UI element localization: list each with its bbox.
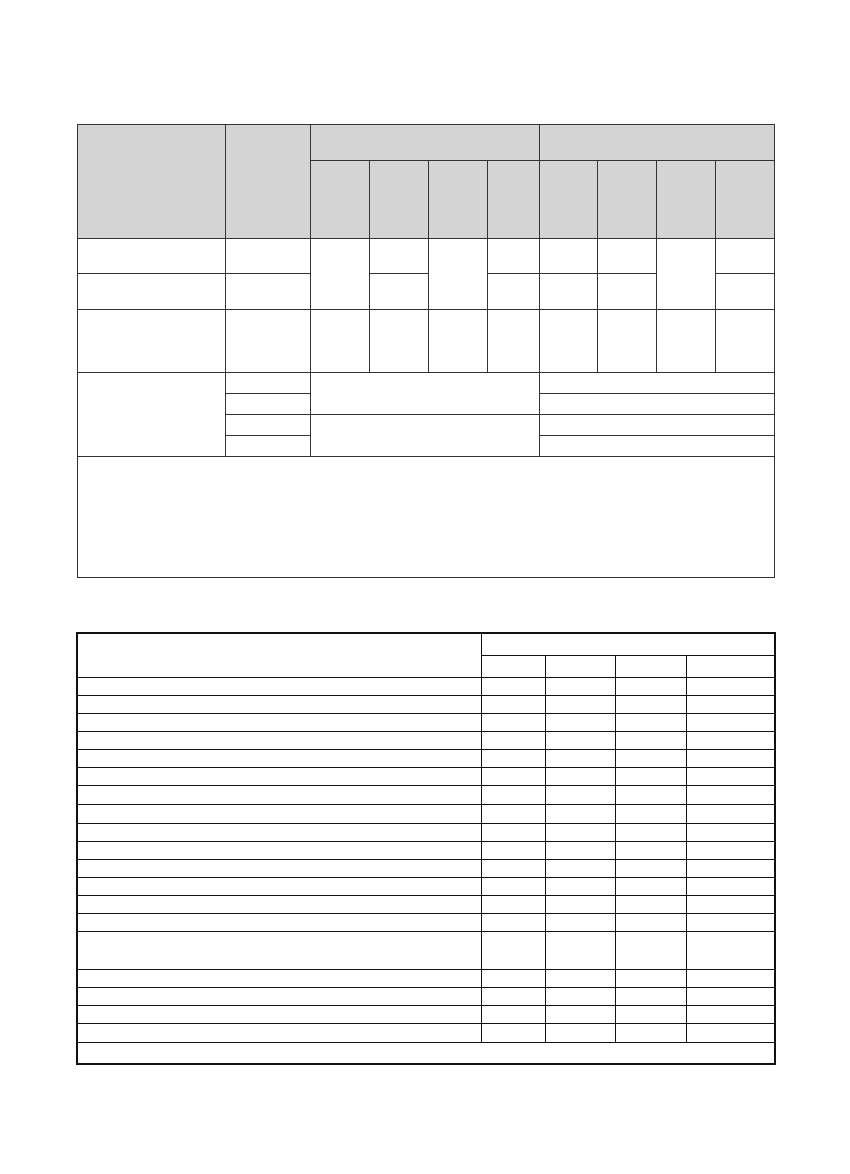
row-label-cell [77,767,481,785]
row-value-cell [615,731,686,749]
value-cell [598,239,657,274]
row-value-cell [481,731,545,749]
row-label-cell [77,913,481,931]
row-label-cell [77,859,481,877]
row-value-cell [615,877,686,895]
value-cell [370,274,429,310]
row-value-cell [545,823,615,841]
value-cell [540,310,598,373]
table-row [77,713,775,731]
value-cell [657,310,716,373]
row-unit-cell [226,373,311,394]
table-row [77,731,775,749]
row-value-cell [545,804,615,823]
span-cell [540,415,775,436]
row-value-cell [686,1005,775,1023]
row-value-cell [481,695,545,713]
list-header-sub [686,655,775,677]
header-sub-cell [429,161,488,239]
row-value-cell [481,767,545,785]
row-label-cell [78,239,226,274]
header-cell-item [78,125,226,239]
row-value-cell [481,1023,545,1042]
row-value-cell [686,695,775,713]
row-value-cell [615,785,686,804]
row-value-cell [545,785,615,804]
row-value-cell [481,841,545,859]
value-cell [488,239,540,274]
table-row [77,877,775,895]
row-value-cell [545,731,615,749]
row-label-cell [77,895,481,913]
row-value-cell [615,931,686,969]
value-cell [429,310,488,373]
value-cell [370,310,429,373]
row-value-cell [545,969,615,987]
row-unit-cell [226,415,311,436]
row-label-cell [77,804,481,823]
value-cell [488,274,540,310]
row-value-cell [545,767,615,785]
merged-label-cell [78,373,226,457]
row-value-cell [686,749,775,767]
row-value-cell [686,713,775,731]
row-value-cell [545,1005,615,1023]
header-cell-unit [226,125,311,239]
table-row [77,785,775,804]
table-row [77,677,775,695]
row-value-cell [686,859,775,877]
row-value-cell [481,969,545,987]
row-unit-cell [226,274,311,310]
value-cell [370,239,429,274]
table-row [77,913,775,931]
span-cell [540,394,775,415]
list-header-group [481,633,775,655]
row-value-cell [481,877,545,895]
header-group-b [540,125,775,161]
table-row [77,987,775,1005]
row-value-cell [686,677,775,695]
row-value-cell [615,713,686,731]
row-unit-cell [226,310,311,373]
row-value-cell [545,1023,615,1042]
row-value-cell [615,841,686,859]
row-value-cell [686,877,775,895]
row-value-cell [481,913,545,931]
row-label-cell [77,749,481,767]
list-header-sub [481,655,545,677]
row-value-cell [481,804,545,823]
list-body [77,677,775,1042]
value-cell [598,274,657,310]
table-row [77,749,775,767]
header-sub-cell [598,161,657,239]
row-value-cell [686,969,775,987]
header-sub-cell [311,161,370,239]
header-sub-cell [540,161,598,239]
table-row [77,931,775,969]
value-cell [540,274,598,310]
row-value-cell [481,1005,545,1023]
row-value-cell [481,895,545,913]
table-row [77,695,775,713]
table-row [77,767,775,785]
row-label-cell [77,1005,481,1023]
row-value-cell [615,987,686,1005]
merged-value-cell [657,239,716,310]
span-cell [540,436,775,457]
row-value-cell [615,1023,686,1042]
row-value-cell [545,713,615,731]
value-cell [716,239,775,274]
header-sub-cell [657,161,716,239]
table-row [77,895,775,913]
merged-value-cell [311,239,370,310]
row-label-cell [77,785,481,804]
row-value-cell [615,677,686,695]
row-value-cell [615,859,686,877]
note-cell [78,457,775,578]
row-label-cell [78,274,226,310]
row-value-cell [481,987,545,1005]
row-unit-cell [226,239,311,274]
row-value-cell [686,841,775,859]
row-label-cell [77,677,481,695]
list-footer-cell [77,1042,775,1064]
row-value-cell [686,1023,775,1042]
row-value-cell [545,695,615,713]
table-row [77,1005,775,1023]
value-cell [598,310,657,373]
row-value-cell [481,823,545,841]
row-unit-cell [226,436,311,457]
header-sub-cell [370,161,429,239]
row-value-cell [545,841,615,859]
row-label-cell [77,931,481,969]
row-value-cell [545,895,615,913]
table-row [77,804,775,823]
row-value-cell [615,913,686,931]
row-value-cell [615,804,686,823]
row-value-cell [686,895,775,913]
row-value-cell [686,913,775,931]
list-header-sub [615,655,686,677]
value-cell [716,274,775,310]
value-cell [311,310,370,373]
row-value-cell [615,767,686,785]
row-value-cell [615,695,686,713]
row-value-cell [545,931,615,969]
row-label-cell [77,841,481,859]
row-value-cell [481,785,545,804]
row-value-cell [686,823,775,841]
value-cell [716,310,775,373]
row-value-cell [615,969,686,987]
row-label-cell [77,987,481,1005]
row-label-cell [77,877,481,895]
row-value-cell [481,749,545,767]
header-group-a [311,125,540,161]
row-value-cell [545,987,615,1005]
row-value-cell [481,859,545,877]
row-value-cell [686,767,775,785]
row-value-cell [615,823,686,841]
table-row [77,1023,775,1042]
row-value-cell [545,877,615,895]
row-value-cell [615,895,686,913]
row-unit-cell [226,394,311,415]
row-value-cell [545,913,615,931]
row-value-cell [615,749,686,767]
span-cell [540,373,775,394]
list-table [76,632,776,1065]
row-label-cell [77,1023,481,1042]
row-value-cell [481,713,545,731]
row-value-cell [686,987,775,1005]
table-row [77,859,775,877]
row-value-cell [686,804,775,823]
header-sub-cell [488,161,540,239]
row-value-cell [545,859,615,877]
row-value-cell [545,677,615,695]
row-value-cell [545,749,615,767]
row-label-cell [77,731,481,749]
spec-table [77,124,775,578]
header-sub-cell [716,161,775,239]
value-cell [540,239,598,274]
row-value-cell [686,785,775,804]
row-value-cell [686,931,775,969]
list-header-sub [545,655,615,677]
row-label-cell [77,713,481,731]
row-value-cell [686,731,775,749]
row-label-cell [77,969,481,987]
table-row [77,823,775,841]
list-header-label [77,633,481,677]
merged-span-cell [311,373,540,415]
value-cell [488,310,540,373]
merged-value-cell [429,239,488,310]
table-row [77,841,775,859]
row-value-cell [481,931,545,969]
row-label-cell [77,695,481,713]
row-value-cell [481,677,545,695]
merged-span-cell [311,415,540,457]
table-row [77,969,775,987]
row-value-cell [615,1005,686,1023]
row-label-cell [77,823,481,841]
row-label-cell [78,310,226,373]
